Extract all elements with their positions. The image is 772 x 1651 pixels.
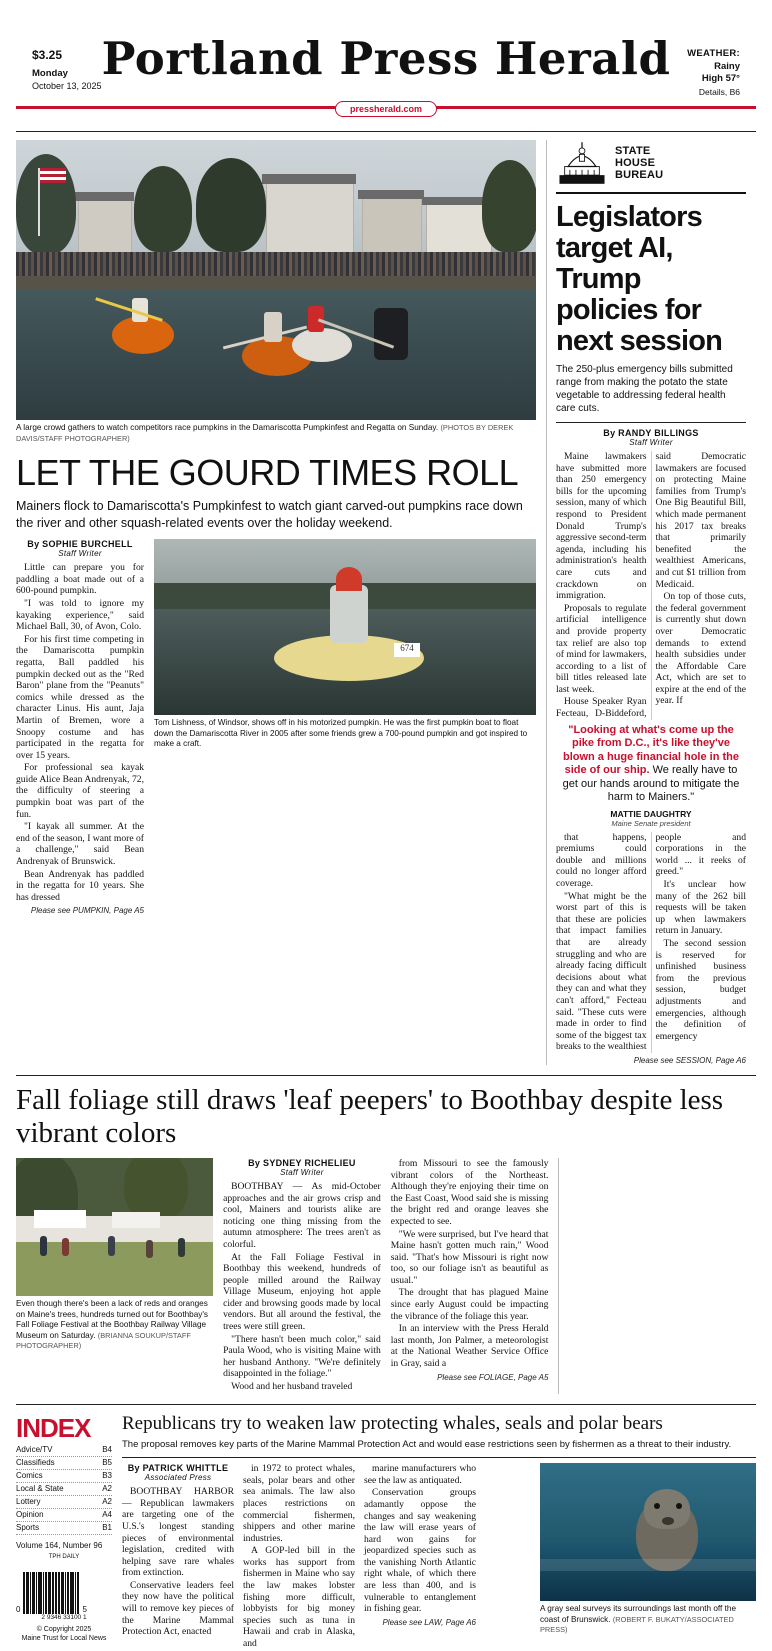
weather-condition: Rainy	[714, 60, 740, 72]
lead-photo-caption	[16, 420, 536, 444]
inline-photo: 674	[154, 539, 536, 715]
state-house-bureau-label: STATE HOUSE BUREAU	[615, 145, 664, 181]
index-row[interactable]: Lottery A2	[16, 1496, 112, 1509]
statehouse-byline	[556, 428, 746, 447]
foliage-photo-caption: Even though there's been a lack of reds and oranges on Maine's trees, hundreds turned out for Boothbay's Fall Foliage Festival at the Boothbay Railway Village Museum on Saturday. (BRIANNA SOUKUP/STAFF PHOTOGRAPHER)	[16, 1298, 209, 1351]
statehouse-headline: Legislators target AI, Trump policies for next session	[556, 201, 723, 357]
weather-high: High 57°	[701, 73, 740, 84]
whales-byline: By PATRICK WHITTLE Associated Press	[127, 1463, 229, 1483]
website-bar	[16, 104, 756, 125]
lead-byline-name: By SOPHIE BURCHELL	[27, 539, 133, 550]
masthead	[16, 0, 756, 100]
foliage-body-2: from Missouri to see the famously vibrant colors of the Northeast. Although they're enjoying their time on the East Coast, Wood said she is missing the bright red and orange leaves she expected to see. "We were surprised, but I've heard that Maine hasn't gotten much rain," Wood said. "That's how Missouri is right now too, so our foliage isn't as beautiful as usual." The drought that has plagued Maine since early August could be impacting the vibrance of the foliage this year. In an interview with the Press Herald last month, Jon Palmer, a meteorologist at the National Weather Service Office in Gray, said a	[390, 1157, 549, 1370]
state-house-bureau-logo	[556, 140, 746, 194]
statehouse-subdeck: The 250-plus emergency bills submitted range from making the potato the state vegetable to addressing federal health care cuts.	[556, 364, 733, 414]
foliage-photo-block	[16, 1158, 213, 1394]
masthead-thin-rule	[16, 131, 756, 132]
statehouse-jump[interactable]: Please see SESSION, Page A6	[633, 1055, 746, 1065]
lead-story-column	[16, 539, 144, 915]
statehouse-byline-role: Staff Writer	[629, 438, 673, 447]
dateline	[32, 68, 102, 92]
weather-details: Details, B6	[698, 86, 740, 97]
whales-deck: The proposal removes key parts of the Marine Mammal Protection Act and would ease restrictions seen by fishermen as a threat to their industry.	[122, 1438, 732, 1450]
dateline-date: October 13, 2025	[32, 81, 102, 91]
statehouse-pullquote: "Looking at what's come up the pike from D.C., it's like they've blown a huge financial hole in the side of our ship. We really have to get our hands around to mitigate the harm to Mainers."	[562, 723, 740, 804]
whales-story	[122, 1413, 756, 1651]
whales-col-2: in 1972 to protect whales, seals, polar bears and other sea animals. The law also places restrictions on commercial fishermen, shippers and other marine industries. A GOP-led bill in the works has support from fishermen in Maine who say the law makes lobster fishing more difficult, lobbyists for big money species such as tuna in Hawaii and crab in Alaska, and	[243, 1463, 355, 1650]
volume-number: Volume 164, Number 96	[16, 1540, 103, 1550]
seal-photo-caption: A gray seal surveys its surroundings last month off the coast of Brunswick. (ROBERT F. BUKATY/ASSOCIATED PRESS)	[540, 1604, 736, 1635]
statehouse-byline-name: By RANDY BILLINGS	[603, 428, 699, 438]
seal-photo	[540, 1463, 756, 1601]
foliage-body-1: BOOTHBAY — As mid-October approaches and the air grows crisp and cool, Mainers and tourists alike are noticing one thing missing from the autumn atmosphere: The trees aren't as colorful. At the Fall Foliage Festival in Boothbay this weekend, hundreds of people milled around the Railway Village Museum, enjoying hot apple cider and browsing goods made by local vendors. But all around the festival, the trees were still green. "There hasn't been much color," said Paula Wood, who is visiting Maine with her husband Anthony. "We're definitely disappointed in the foliage." Wood and her husband traveled	[223, 1180, 381, 1393]
lead-body: Little can prepare you for paddling a boat made out of a 600-pound pumpkin. "I was told to ignore my kayaking experience," said Michael Ball, 30, of Avon, Colo. For his first time competing in the Damariscotta pumpkin regatta, Ball paddled his pumpkin decked out as the "Red Baron" plane from the "Peanuts" comics while dressed as the character Linus. His aunt, Jaja Martin of Bremen, wore a Snoopy costume and has participated in the regatta for over 15 years. For professional sea kayak guide Alice Bean Andrenyak, 72, the difficulty of steering a pumpkin boat was part of the fun. "I kayak all summer. At the end of the season, I want more of a challenge," said Bean Andrenyak of Brunswick. Bean Andrenyak has paddled in the regatta for 10 years. She has dressed	[16, 562, 144, 903]
whales-jump[interactable]: Please see LAW, Page A6	[382, 1617, 476, 1627]
foliage-photo	[16, 1158, 213, 1296]
lead-headline: LET THE GOURD TIMES ROLL	[16, 452, 519, 494]
bottom-section-rule	[16, 1404, 756, 1405]
index-row[interactable]: Comics B3	[16, 1470, 112, 1483]
seal-photo-block	[540, 1463, 756, 1651]
statehouse-body-bottom: that happens, premiums could double and millions could no longer afford coverage. "What might be the worst part of this is that these are policies that impact families that are already struggling and who are already facing difficult decisions about what they can and what they can't afford," Fecteau said. "These cuts were made in order to find some of the biggest tax breaks to the wealthiest people and corporations in the world ... it reeks of greed." It's unclear how many of the 262 bill requests will be taken up when lawmakers return in January. The second session is reserved for unfinished business from the previous session, budget adjustments and emergencies, although the definition of emergency	[556, 831, 746, 1053]
barcode-label: TPH DAILY	[48, 1553, 80, 1560]
foliage-section-rule	[16, 1075, 756, 1076]
foliage-right-filler	[558, 1158, 732, 1394]
statehouse-bureau-story	[546, 140, 746, 1065]
foliage-jump[interactable]: Please see FOLIAGE, Page A5	[437, 1372, 549, 1382]
barcode-number: 2 9346 33100 1	[41, 1613, 87, 1621]
foliage-story	[16, 1084, 732, 1394]
lead-photo-credit: (PHOTOS BY DEREK DAVIS/STAFF PHOTOGRAPHER)	[16, 423, 514, 443]
lead-jump[interactable]: Please see PUMPKIN, Page A5	[30, 906, 144, 916]
copyright: © Copyright 2025 Maine Trust for Local News	[21, 1625, 107, 1642]
lead-story	[16, 140, 536, 1065]
statehouse-pullquote-attribution: MATTIE DAUGHTRY Maine Senate president	[610, 808, 692, 828]
index-row[interactable]: Classifieds B5	[16, 1457, 112, 1470]
barcode-digit-left: 0	[16, 1604, 21, 1614]
index-row[interactable]: Local & State A2	[16, 1483, 112, 1496]
bottom-section	[16, 1413, 756, 1651]
lead-byline-role: Staff Writer	[58, 549, 102, 559]
whales-columns	[122, 1463, 530, 1651]
lead-deck: Mainers flock to Damariscotta's Pumpkinfest to watch giant carved-out pumpkins race down the river and other squash-related events over the holiday weekend.	[16, 499, 523, 530]
weather-box	[687, 48, 740, 98]
inline-photo-caption: Tom Lishness, of Windsor, shows off in his motorized pumpkin. He was the first pumpkin boat to float down the Damariscotta River in 2005 after some friends grew a 700-pound pumpkin and got inspired to make a craft.	[154, 718, 528, 749]
lead-inline-photo-block	[154, 539, 536, 915]
barcode	[23, 1566, 79, 1614]
website-url[interactable]: pressherald.com	[335, 101, 437, 117]
index-row[interactable]: Sports B1	[16, 1522, 112, 1535]
barcode-digit-right: 5	[82, 1604, 87, 1614]
price-label: $3.25	[32, 48, 63, 62]
whales-col-1: By PATRICK WHITTLE Associated Press BOOTHBAY HARBOR — Republican lawmakers are targeting one of the U.S.'s longest standing pieces of environmental legislation, credited with helping save rare whales from extinction. Conservative leaders feel they now have the political will to remove key pieces of the Marine Mammal Protection Act, enacted	[122, 1463, 234, 1638]
lead-photo	[16, 140, 536, 420]
capitol-dome-icon	[556, 140, 608, 186]
lead-byline	[16, 539, 144, 558]
index-box	[16, 1413, 112, 1651]
whales-col-3: marine manufacturers who see the law as antiquated. Conservation groups adamantly oppose the changes and say weakening the law will erase years of hard won gains for jeopardized species such as the vanishing North Atlantic right whale, of which there are less than 400, and is vulnerable to entanglement in fishing gear. Please see LAW, Page A6	[364, 1463, 476, 1627]
index-title: INDEX	[16, 1412, 91, 1443]
foliage-byline: By SYDNEY RICHELIEU Staff Writer	[248, 1157, 356, 1177]
statehouse-divider	[556, 422, 746, 423]
foliage-col-2	[391, 1158, 549, 1394]
index-row[interactable]: Advice/TV B4	[16, 1444, 112, 1457]
weather-label: WEATHER:	[687, 48, 740, 59]
top-columns	[16, 140, 756, 1065]
index-row[interactable]: Opinion A4	[16, 1509, 112, 1522]
foliage-headline: Fall foliage still draws 'leaf peepers' to Boothbay despite less vibrant colors	[16, 1083, 724, 1149]
statehouse-body-top: Maine lawmakers have submitted more than 250 emergency bills for the upcoming session, many of which respond to President Donald Trump's aggressive second-term agenda, including his administration's health care cuts and crackdown on immigration. Proposals to regulate artificial intelligence and provide property tax relief are also top of mind for lawmakers, according to a list of bill titles released late last week. House Speaker Ryan Fecteau, D-Biddeford, said Democratic lawmakers are focused on protecting Maine families from Trump's One Big Beautiful Bill, which made permanent his 2017 tax breaks that primarily benefited the wealthiest Americans, and cut $1 trillion from Medicaid. On top of those cuts, the federal government is currently shut down over Democratic demands to extend health subsidies under the Affordable Care Act, which are set to expire at the end of the year. If	[556, 451, 746, 720]
foliage-col-1	[223, 1158, 381, 1394]
dateline-day: Monday	[32, 68, 68, 79]
newspaper-title: Portland Press Herald	[101, 32, 671, 85]
lead-photo-caption-text: A large crowd gathers to watch competitors race pumpkins in the Damariscotta Pumpkinfest and Regatta on Sunday.	[16, 423, 439, 432]
whales-divider	[122, 1457, 756, 1458]
whales-headline: Republicans try to weaken law protecting whales, seals and polar bears	[122, 1412, 663, 1434]
